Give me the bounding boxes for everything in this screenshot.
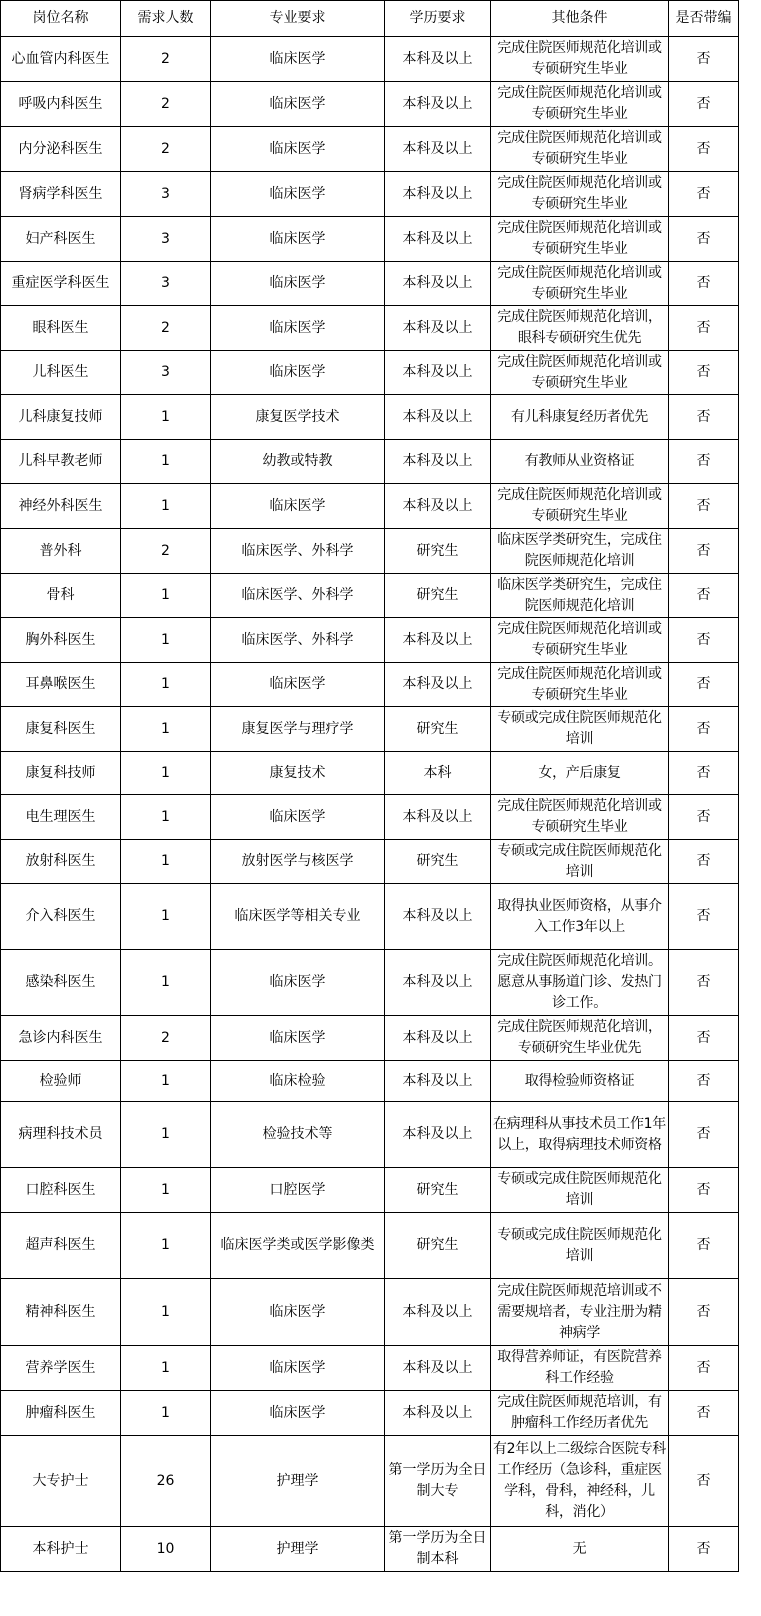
cell-position: 耳鼻喉医生: [1, 663, 121, 707]
cell-position: 电生理医生: [1, 795, 121, 840]
table-row: [1, 1391, 739, 1436]
cell-other: 完成住院医师规范化培训，眼科专硕研究生优先: [491, 306, 669, 351]
cell-major: 放射医学与核医学: [211, 840, 385, 884]
cell-quota: 否: [669, 395, 739, 440]
table-row: [1, 950, 739, 1016]
cell-education: 第一学历为全日制大专: [385, 1436, 491, 1527]
cell-quota: 否: [669, 1436, 739, 1527]
table-row: [1, 1436, 739, 1527]
cell-other: 完成住院医师规范化培训或专硕研究生毕业: [491, 37, 669, 82]
cell-quota: 否: [669, 484, 739, 529]
cell-quota: 否: [669, 707, 739, 752]
cell-education: 研究生: [385, 529, 491, 574]
cell-major: 临床医学、外科学: [211, 574, 385, 618]
cell-major: 临床医学: [211, 351, 385, 395]
cell-other: 完成住院医师规范化培训，专硕研究生毕业优先: [491, 1016, 669, 1061]
cell-count: 1: [121, 884, 211, 950]
cell-other: 完成住院医师规范化培训或专硕研究生毕业: [491, 618, 669, 663]
cell-quota: 否: [669, 440, 739, 484]
cell-position: 神经外科医生: [1, 484, 121, 529]
cell-count: 1: [121, 840, 211, 884]
cell-position: 病理科技术员: [1, 1102, 121, 1168]
cell-position: 儿科早教老师: [1, 440, 121, 484]
cell-count: 1: [121, 663, 211, 707]
cell-education: 本科及以上: [385, 440, 491, 484]
cell-other: 有儿科康复经历者优先: [491, 395, 669, 440]
cell-quota: 否: [669, 172, 739, 217]
table-row: [1, 663, 739, 707]
table-row: [1, 1102, 739, 1168]
cell-position: 精神科医生: [1, 1279, 121, 1346]
cell-education: 本科及以上: [385, 395, 491, 440]
cell-education: 本科及以上: [385, 217, 491, 262]
cell-position: 重症医学科医生: [1, 262, 121, 306]
header-other: 其他条件: [491, 1, 669, 37]
table-row: [1, 1168, 739, 1213]
cell-other: 完成住院医师规范化培训或专硕研究生毕业: [491, 217, 669, 262]
cell-other: 完成住院医师规范化培训。愿意从事肠道门诊、发热门诊工作。: [491, 950, 669, 1016]
cell-major: 临床检验: [211, 1061, 385, 1102]
cell-education: 研究生: [385, 1168, 491, 1213]
cell-education: 本科及以上: [385, 1061, 491, 1102]
cell-education: 研究生: [385, 707, 491, 752]
table-row: [1, 127, 739, 172]
table-row: [1, 484, 739, 529]
cell-other: 完成住院医师规范化培训或专硕研究生毕业: [491, 484, 669, 529]
table-row: [1, 618, 739, 663]
cell-major: 护理学: [211, 1436, 385, 1527]
table-row: [1, 529, 739, 574]
cell-count: 3: [121, 172, 211, 217]
cell-position: 放射科医生: [1, 840, 121, 884]
cell-other: 无: [491, 1527, 669, 1572]
cell-position: 肾病学科医生: [1, 172, 121, 217]
cell-major: 临床医学: [211, 82, 385, 127]
table-row: [1, 840, 739, 884]
cell-count: 1: [121, 618, 211, 663]
cell-quota: 否: [669, 529, 739, 574]
cell-major: 临床医学: [211, 306, 385, 351]
cell-position: 急诊内科医生: [1, 1016, 121, 1061]
cell-major: 临床医学、外科学: [211, 529, 385, 574]
cell-major: 临床医学: [211, 1016, 385, 1061]
cell-quota: 否: [669, 618, 739, 663]
cell-other: 取得检验师资格证: [491, 1061, 669, 1102]
cell-count: 2: [121, 529, 211, 574]
cell-quota: 否: [669, 1346, 739, 1391]
cell-position: 感染科医生: [1, 950, 121, 1016]
cell-count: 26: [121, 1436, 211, 1527]
cell-position: 心血管内科医生: [1, 37, 121, 82]
cell-quota: 否: [669, 306, 739, 351]
cell-quota: 否: [669, 1102, 739, 1168]
cell-major: 临床医学: [211, 262, 385, 306]
cell-education: 本科及以上: [385, 950, 491, 1016]
cell-major: 幼教或特教: [211, 440, 385, 484]
table-row: [1, 1527, 739, 1572]
table-row: [1, 1016, 739, 1061]
cell-position: 骨科: [1, 574, 121, 618]
cell-major: 临床医学等相关专业: [211, 884, 385, 950]
header-major: 专业要求: [211, 1, 385, 37]
cell-quota: 否: [669, 884, 739, 950]
cell-count: 2: [121, 37, 211, 82]
cell-quota: 否: [669, 950, 739, 1016]
cell-major: 临床医学: [211, 172, 385, 217]
cell-other: 临床医学类研究生，完成住院医师规范化培训: [491, 574, 669, 618]
cell-other: 取得营养师证，有医院营养科工作经验: [491, 1346, 669, 1391]
cell-position: 营养学医生: [1, 1346, 121, 1391]
cell-other: 专硕或完成住院医师规范化培训: [491, 840, 669, 884]
cell-quota: 否: [669, 82, 739, 127]
cell-education: 本科及以上: [385, 663, 491, 707]
cell-quota: 否: [669, 1213, 739, 1279]
cell-quota: 否: [669, 1061, 739, 1102]
cell-major: 临床医学: [211, 1279, 385, 1346]
cell-major: 临床医学: [211, 127, 385, 172]
table-row: [1, 884, 739, 950]
cell-count: 1: [121, 795, 211, 840]
table-row: [1, 1061, 739, 1102]
cell-education: 本科及以上: [385, 1391, 491, 1436]
cell-quota: 否: [669, 262, 739, 306]
cell-other: 完成住院医师规范培训或不需要规培者，专业注册为精神病学: [491, 1279, 669, 1346]
header-count: 需求人数: [121, 1, 211, 37]
cell-quota: 否: [669, 351, 739, 395]
table-row: [1, 440, 739, 484]
table-row: [1, 262, 739, 306]
cell-education: 本科及以上: [385, 351, 491, 395]
cell-major: 康复医学与理疗学: [211, 707, 385, 752]
cell-major: 临床医学: [211, 795, 385, 840]
cell-quota: 否: [669, 795, 739, 840]
cell-position: 妇产科医生: [1, 217, 121, 262]
cell-education: 本科及以上: [385, 884, 491, 950]
cell-count: 3: [121, 262, 211, 306]
cell-other: 完成住院医师规范化培训或专硕研究生毕业: [491, 172, 669, 217]
cell-major: 口腔医学: [211, 1168, 385, 1213]
cell-major: 临床医学: [211, 217, 385, 262]
cell-education: 本科及以上: [385, 1102, 491, 1168]
cell-education: 本科及以上: [385, 618, 491, 663]
cell-position: 检验师: [1, 1061, 121, 1102]
cell-education: 本科及以上: [385, 306, 491, 351]
cell-other: 专硕或完成住院医师规范化培训: [491, 1168, 669, 1213]
header-position: 岗位名称: [1, 1, 121, 37]
cell-education: 本科: [385, 752, 491, 795]
cell-major: 临床医学: [211, 1391, 385, 1436]
cell-major: 检验技术等: [211, 1102, 385, 1168]
cell-position: 大专护士: [1, 1436, 121, 1527]
cell-count: 2: [121, 1016, 211, 1061]
cell-position: 康复科技师: [1, 752, 121, 795]
cell-position: 普外科: [1, 529, 121, 574]
cell-quota: 否: [669, 1168, 739, 1213]
cell-major: 临床医学: [211, 663, 385, 707]
cell-other: 完成住院医师规范化培训或专硕研究生毕业: [491, 663, 669, 707]
cell-count: 3: [121, 217, 211, 262]
cell-education: 本科及以上: [385, 82, 491, 127]
cell-quota: 否: [669, 1016, 739, 1061]
header-row: [1, 1, 739, 37]
cell-other: 完成住院医师规范化培训或专硕研究生毕业: [491, 795, 669, 840]
cell-count: 1: [121, 440, 211, 484]
cell-education: 本科及以上: [385, 484, 491, 529]
cell-count: 1: [121, 1061, 211, 1102]
cell-major: 护理学: [211, 1527, 385, 1572]
cell-position: 呼吸内科医生: [1, 82, 121, 127]
header-education: 学历要求: [385, 1, 491, 37]
table-row: [1, 82, 739, 127]
cell-education: 本科及以上: [385, 172, 491, 217]
cell-other: 有教师从业资格证: [491, 440, 669, 484]
cell-other: 完成住院医师规范化培训或专硕研究生毕业: [491, 127, 669, 172]
table-row: [1, 795, 739, 840]
cell-quota: 否: [669, 127, 739, 172]
cell-quota: 否: [669, 1279, 739, 1346]
cell-other: 有2年以上二级综合医院专科工作经历（急诊科，重症医学科，骨科，神经科，儿科，消化）: [491, 1436, 669, 1527]
cell-count: 1: [121, 1346, 211, 1391]
cell-quota: 否: [669, 1391, 739, 1436]
cell-count: 1: [121, 1279, 211, 1346]
cell-other: 在病理科从事技术员工作1年以上，取得病理技术师资格: [491, 1102, 669, 1168]
table-row: [1, 1213, 739, 1279]
cell-quota: 否: [669, 1527, 739, 1572]
cell-count: 1: [121, 574, 211, 618]
cell-position: 儿科医生: [1, 351, 121, 395]
cell-count: 2: [121, 82, 211, 127]
cell-count: 1: [121, 950, 211, 1016]
cell-other: 专硕或完成住院医师规范化培训: [491, 707, 669, 752]
header-quota: 是否带编: [669, 1, 739, 37]
cell-education: 本科及以上: [385, 1346, 491, 1391]
table-row: [1, 707, 739, 752]
cell-position: 儿科康复技师: [1, 395, 121, 440]
cell-major: 康复技术: [211, 752, 385, 795]
cell-position: 介入科医生: [1, 884, 121, 950]
cell-other: 完成住院医师规范化培训或专硕研究生毕业: [491, 262, 669, 306]
table-row: [1, 217, 739, 262]
cell-position: 胸外科医生: [1, 618, 121, 663]
cell-position: 超声科医生: [1, 1213, 121, 1279]
cell-count: 2: [121, 127, 211, 172]
cell-position: 肿瘤科医生: [1, 1391, 121, 1436]
table-row: [1, 37, 739, 82]
cell-education: 本科及以上: [385, 262, 491, 306]
table-row: [1, 172, 739, 217]
table-row: [1, 574, 739, 618]
cell-count: 10: [121, 1527, 211, 1572]
cell-major: 临床医学、外科学: [211, 618, 385, 663]
cell-education: 本科及以上: [385, 37, 491, 82]
cell-education: 本科及以上: [385, 1279, 491, 1346]
table-row: [1, 1279, 739, 1346]
table-row: [1, 306, 739, 351]
cell-position: 口腔科医生: [1, 1168, 121, 1213]
table-row: [1, 395, 739, 440]
cell-count: 1: [121, 1168, 211, 1213]
cell-other: 取得执业医师资格，从事介入工作3年以上: [491, 884, 669, 950]
cell-quota: 否: [669, 217, 739, 262]
cell-position: 内分泌科医生: [1, 127, 121, 172]
cell-count: 1: [121, 395, 211, 440]
cell-major: 临床医学: [211, 1346, 385, 1391]
cell-quota: 否: [669, 840, 739, 884]
table-body: [1, 37, 739, 1572]
cell-count: 1: [121, 752, 211, 795]
cell-quota: 否: [669, 574, 739, 618]
cell-other: 专硕或完成住院医师规范化培训: [491, 1213, 669, 1279]
cell-education: 本科及以上: [385, 1016, 491, 1061]
cell-education: 研究生: [385, 840, 491, 884]
cell-other: 完成住院医师规范培训，有肿瘤科工作经历者优先: [491, 1391, 669, 1436]
cell-count: 1: [121, 1102, 211, 1168]
cell-education: 本科及以上: [385, 127, 491, 172]
cell-count: 1: [121, 707, 211, 752]
cell-count: 2: [121, 306, 211, 351]
cell-count: 1: [121, 484, 211, 529]
table-row: [1, 1346, 739, 1391]
cell-other: 完成住院医师规范化培训或专硕研究生毕业: [491, 82, 669, 127]
cell-quota: 否: [669, 37, 739, 82]
cell-major: 临床医学类或医学影像类: [211, 1213, 385, 1279]
cell-quota: 否: [669, 663, 739, 707]
table-row: [1, 752, 739, 795]
cell-count: 3: [121, 351, 211, 395]
cell-education: 第一学历为全日制本科: [385, 1527, 491, 1572]
cell-major: 临床医学: [211, 37, 385, 82]
cell-major: 临床医学: [211, 950, 385, 1016]
cell-position: 本科护士: [1, 1527, 121, 1572]
cell-other: 临床医学类研究生，完成住院医师规范化培训: [491, 529, 669, 574]
cell-major: 康复医学技术: [211, 395, 385, 440]
cell-education: 本科及以上: [385, 795, 491, 840]
cell-quota: 否: [669, 752, 739, 795]
cell-major: 临床医学: [211, 484, 385, 529]
cell-education: 研究生: [385, 574, 491, 618]
cell-count: 1: [121, 1213, 211, 1279]
table-row: [1, 351, 739, 395]
cell-other: 完成住院医师规范化培训或专硕研究生毕业: [491, 351, 669, 395]
cell-other: 女，产后康复: [491, 752, 669, 795]
cell-count: 1: [121, 1391, 211, 1436]
cell-position: 眼科医生: [1, 306, 121, 351]
cell-education: 研究生: [385, 1213, 491, 1279]
cell-position: 康复科医生: [1, 707, 121, 752]
